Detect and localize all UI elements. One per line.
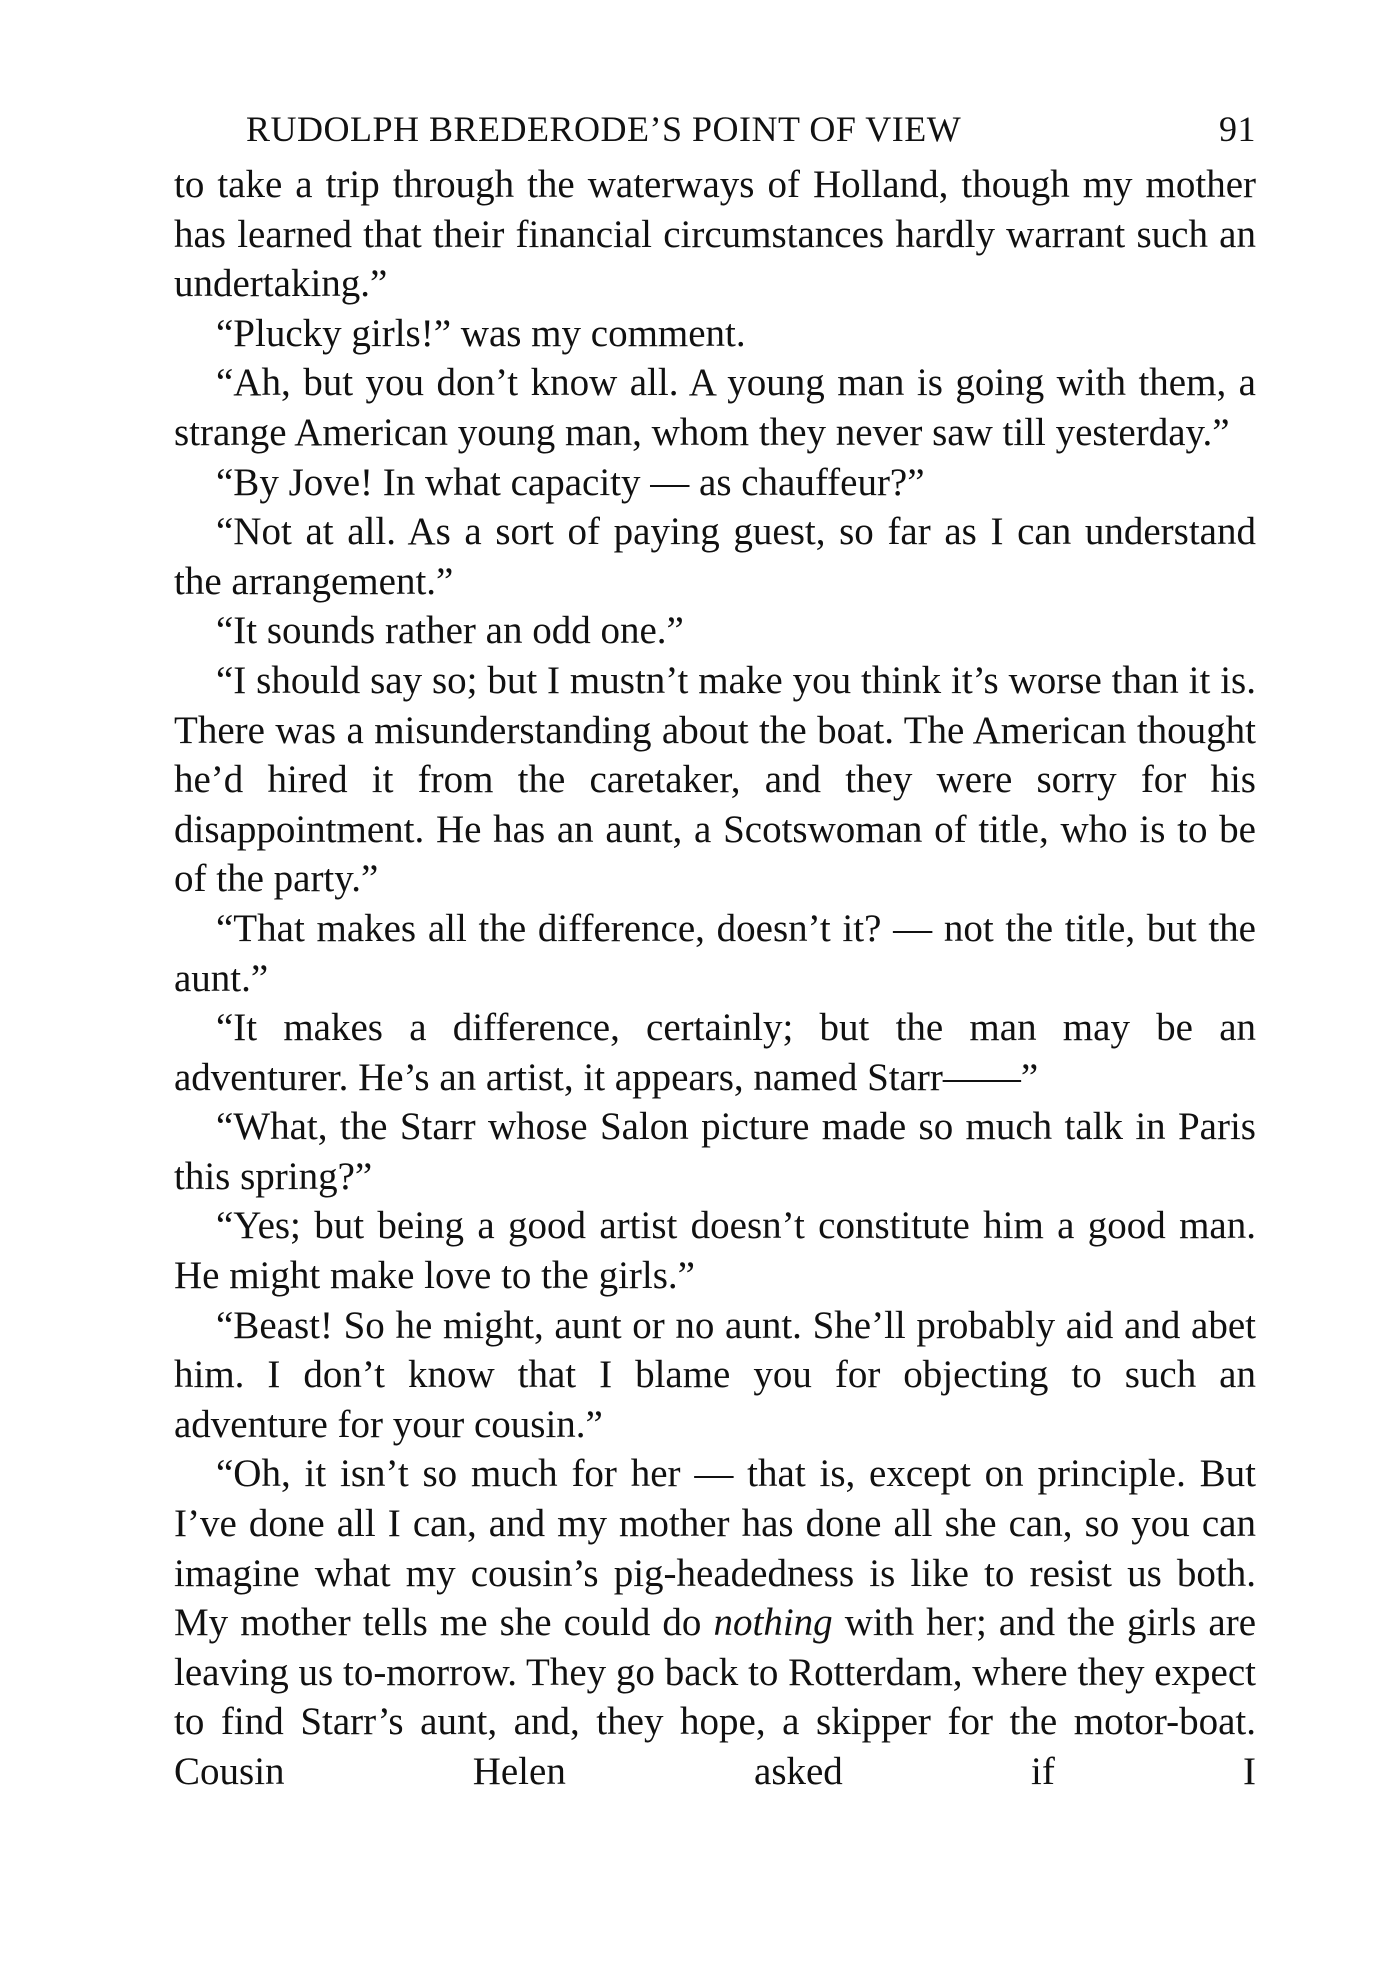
- paragraph: “It sounds rather an odd one.”: [216, 609, 684, 653]
- paragraph: “Not at all. As a sort of paying guest, so far as I can understand the arrangement.”: [174, 510, 1256, 603]
- paragraph: to take a trip through the waterways of Holland, though my mother has learned that their financial circumstances hardly warrant such an undertaking.”: [174, 163, 1256, 306]
- running-head: [246, 108, 1256, 160]
- paragraph: “By Jove! In what capacity — as chauffeur?”: [216, 460, 925, 504]
- paragraph-text: “Oh, it isn’t so much for her — that is, except on principle. But I’ve done all I can, and my mother has done all she can, so you can imagine what my cousin’s pig-headedness is like to resist us both. My mother tells me she could do: [174, 1452, 1256, 1645]
- emphasized-word: nothing: [713, 1601, 833, 1645]
- paragraph: “What, the Starr whose Salon picture made so much talk in Paris this spring?”: [174, 1105, 1256, 1198]
- paragraph: “It makes a difference, certainly; but the man may be an adventurer. He’s an artist, it appears, named Starr——”: [174, 1006, 1256, 1099]
- chapter-title: RUDOLPH BREDERODE’S POINT OF VIEW: [246, 109, 962, 149]
- paragraph: “Yes; but being a good artist doesn’t constitute him a good man. He might make love to the girls.”: [174, 1204, 1256, 1298]
- paragraph: “Plucky girls!” was my comment.: [216, 311, 746, 355]
- paragraph: “I should say so; but I mustn’t make you think it’s worse than it is. There was a misunderstanding about the boat. The American thought he’d hired it from the caretaker, and they were sorry for his disappointment. He has an aunt, a Scotswoman of title, who is to be of the party.”: [174, 658, 1256, 901]
- paragraph: “Ah, but you don’t know all. A young man is going with them, a strange American young man, whom they never saw till yesterday.”: [174, 361, 1256, 454]
- paragraph: “Beast! So he might, aunt or no aunt. She’ll probably aid and abet him. I don’t know that I blame you for objecting to such an adventure for your cousin.”: [174, 1303, 1256, 1446]
- page-number: 91: [1219, 109, 1256, 149]
- paragraph-text: with her; and the girls are leaving us to-morrow. They go back to Rotterdam, where they expect to find Starr’s aunt, and, they hope, a skipper for the motor-boat. Cousin Helen asked if I: [174, 1601, 1256, 1793]
- paragraph: [174, 1449, 1256, 1796]
- paragraph: “That makes all the difference, doesn’t it? — not the title, but the aunt.”: [174, 906, 1256, 1000]
- body-text: [174, 160, 1256, 1797]
